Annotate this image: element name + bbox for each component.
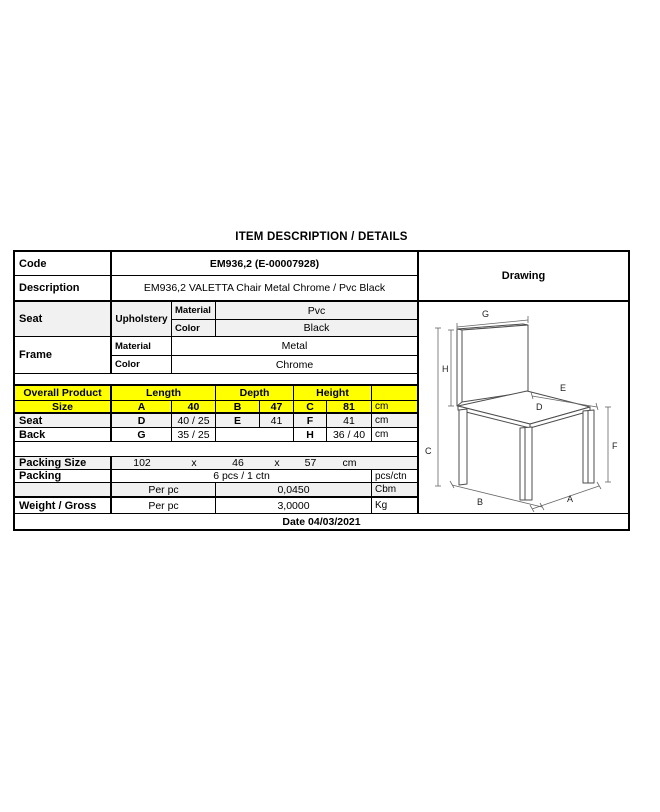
size-dim-c: C [294,401,327,414]
frame-material-value: Metal [172,337,417,356]
dim-label-a: A [567,494,574,504]
back-unit: cm [372,428,417,442]
seat-size-label: Seat [15,414,112,428]
dim-label-d: D [536,402,543,412]
seat-dim-f: F [294,414,327,428]
page-title: ITEM DESCRIPTION / DETAILS [235,231,408,243]
weight-per-pc: Per pc [112,498,216,514]
header-unit-cell [372,386,417,401]
date-row [15,514,628,529]
seat-val-f: 41 [327,414,372,428]
seat-material-value: Pvc [216,302,417,320]
weight-unit: Kg [372,498,417,514]
dim-label-g: G [482,309,490,319]
size-label: Size [15,401,112,414]
item-description-table [13,250,630,531]
weight-label: Weight / Gross [15,498,112,514]
packing-x-2: x [274,457,280,469]
code-label: Code [15,252,112,276]
back-val-g: 35 / 25 [172,428,216,442]
packing-dim-3: 57 [304,457,317,469]
back-empty-cell [216,428,294,442]
drawing-panel [417,252,628,514]
packing-size-label: Packing Size [15,457,112,470]
dim-label-e: E [560,383,567,393]
seat-val-e: 41 [260,414,294,428]
dim-label-f: F [612,441,618,451]
description-label: Description [15,276,112,302]
spacer-row [15,374,417,386]
seat-upholstery-label: Upholstery [112,302,172,337]
seat-dim-e: E [216,414,260,428]
seat-val-d: 40 / 25 [172,414,216,428]
spacer-row [15,442,417,457]
packing-label: Packing [15,470,112,483]
height-header: Height [294,386,372,401]
seat-material-label: Material [172,302,216,320]
dim-label-h: H [442,364,449,374]
packing-size-unit: cm [342,457,357,469]
overall-product-label: Overall Product [15,386,112,401]
size-unit: cm [372,401,417,414]
chair-backrest-side [457,329,462,406]
date-value: Date 04/03/2021 [282,515,361,528]
seat-dim-d: D [112,414,172,428]
packing-dim-2: 46 [232,457,244,469]
cbm-row-label [15,483,112,498]
details-grid [15,252,417,514]
frame-color-label: Color [112,356,172,374]
frame-material-label: Material [112,337,172,356]
code-value: EM936,2 (E-00007928) [112,252,417,276]
seat-label: Seat [15,302,112,337]
cbm-per-pc: Per pc [112,483,216,498]
back-size-label: Back [15,428,112,442]
frame-label: Frame [15,337,112,374]
size-dim-a: A [112,401,172,414]
dim-label-b: B [477,497,484,507]
description-value: EM936,2 VALETTA Chair Metal Chrome / Pvc Black [112,276,417,302]
packing-size-values [112,457,417,470]
size-dim-b: B [216,401,260,414]
packing-dim-1: 102 [133,457,151,469]
weight-value: 3,0000 [216,498,372,514]
size-val-b: 47 [260,401,294,414]
seat-color-label: Color [172,320,216,337]
drawing-title: Drawing [419,252,628,302]
length-header: Length [112,386,216,401]
back-dim-h: H [294,428,327,442]
seat-unit: cm [372,414,417,428]
chair-backrest-front [462,325,528,402]
cbm-unit: Cbm [372,483,417,498]
size-val-c: 81 [327,401,372,414]
packing-value: 6 pcs / 1 ctn [112,470,372,483]
cbm-value: 0,0450 [216,483,372,498]
packing-x-1: x [191,457,197,469]
seat-color-value: Black [216,320,417,337]
back-dim-g: G [112,428,172,442]
frame-color-value: Chrome [172,356,417,374]
chair-leg-front [520,427,532,500]
back-val-h: 36 / 40 [327,428,372,442]
dim-label-c: C [425,446,432,456]
size-val-a: 40 [172,401,216,414]
depth-header: Depth [216,386,294,401]
chair-leg-left [459,409,467,485]
chair-drawing [419,302,628,512]
packing-unit: pcs/ctn [372,470,417,483]
